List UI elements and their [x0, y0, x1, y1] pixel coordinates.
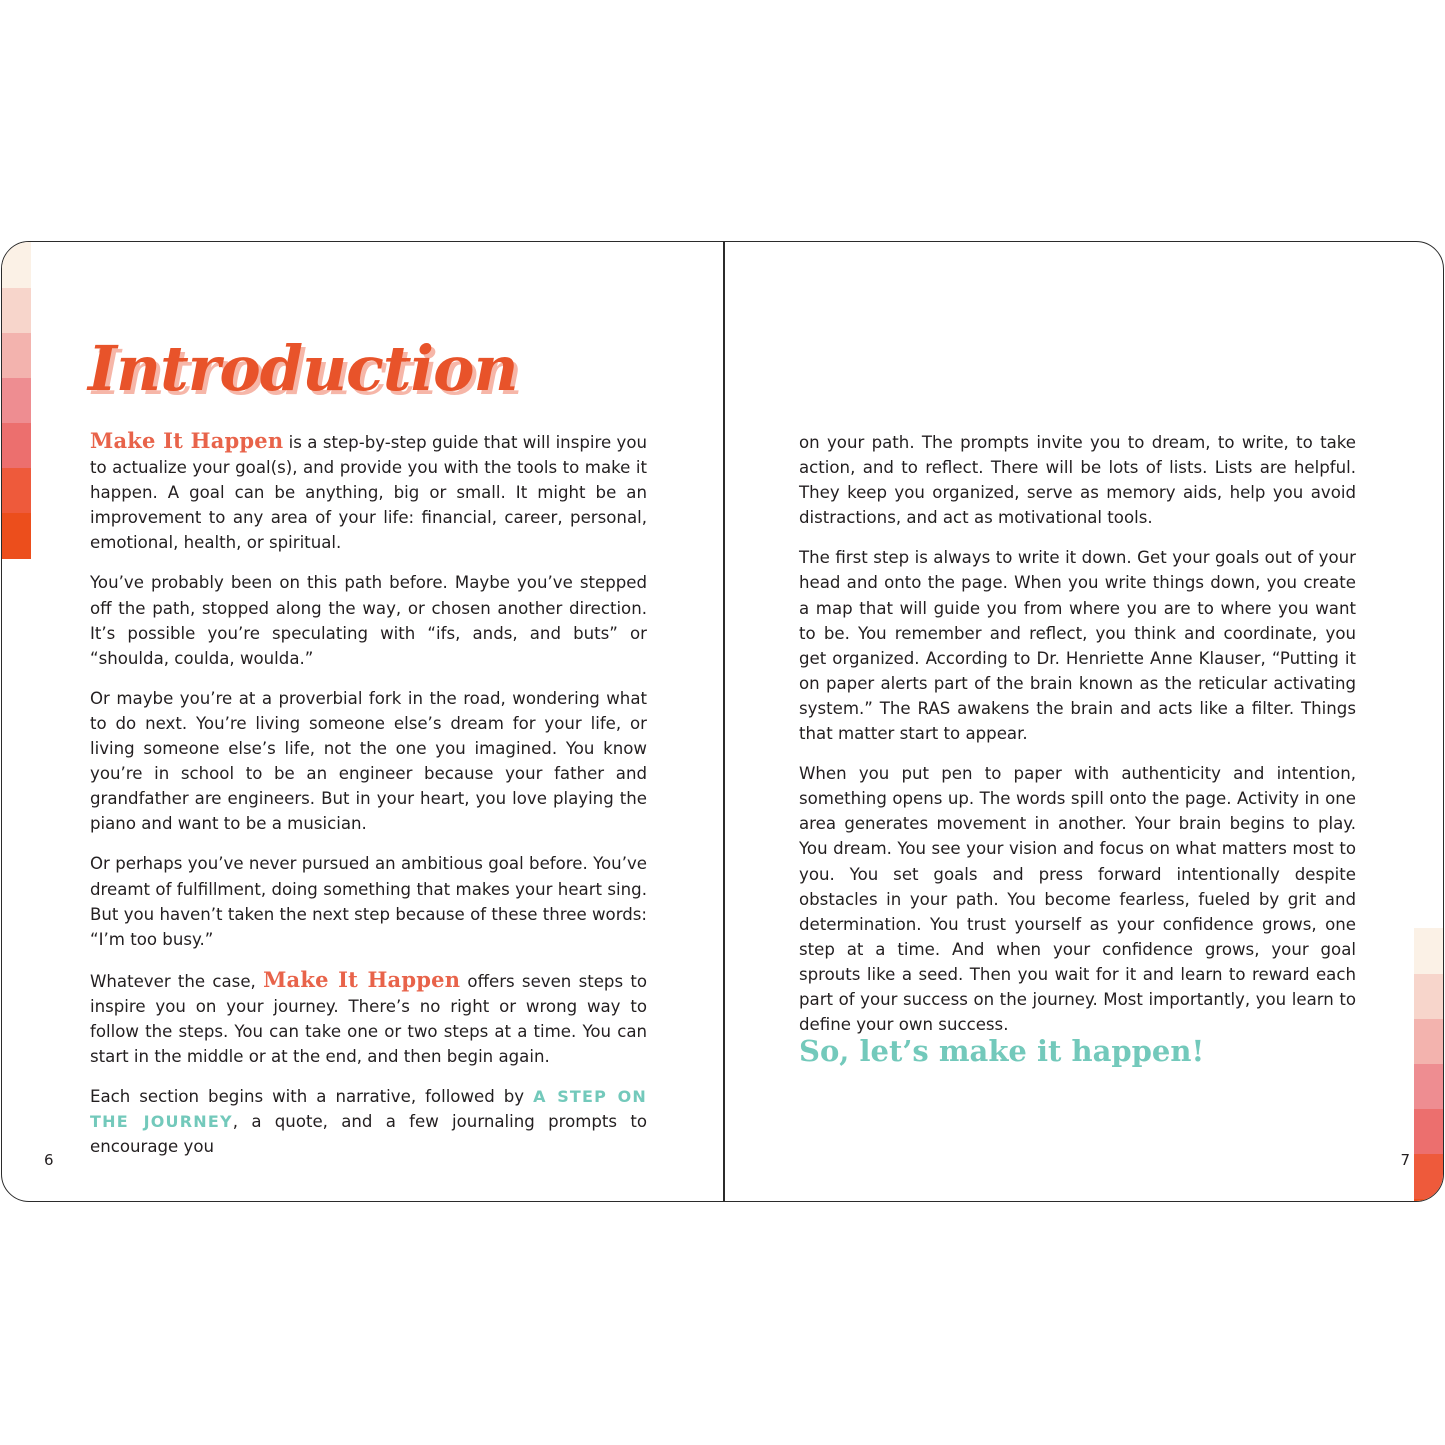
right-text-column [799, 430, 1356, 1052]
page-number-left: 6 [44, 1151, 54, 1169]
paragraph-2: You’ve probably been on this path before. Maybe you’ve stepped off the path, stopped along the way, or chosen another direction. It’s possible you’re speculating with “ifs, ands, and buts” or “shoulda, coulda, woulda.” [90, 573, 647, 668]
paragraph-1: on your path. The prompts invite you to dream, to write, to take action, and to reflect. There will be lots of lists. Lists are helpful. They keep you organized, serve as memory aids, help you avoid distractions, and act as motivational tools. [799, 433, 1356, 528]
page-number-right: 7 [1400, 1151, 1410, 1169]
paragraph-3: Or maybe you’re at a proverbial fork in the road, wondering what to do next. You’re living someone else’s dream for your life, or living someone else’s life, not the one you imagined. You know you’re in school to be an engineer because your father and grandfather are engineers. But in your heart, you love playing the piano and want to be a musician. [90, 688, 647, 834]
paragraph-1: Make It Happen is a step-by-step guide that will inspire you to actualize your goal(s), and provide you with the tools to make it happen. A goal can be anything, big or small. It might be an improvement to any area of your life: financial, career, personal, emotional, health, or spiritual. [90, 428, 647, 553]
brand-name: Make It Happen [263, 966, 461, 992]
closing-heading: So, let’s make it happen! [799, 1034, 1205, 1068]
paragraph-3: When you put pen to paper with authenticity and intention, something opens up. The words spill onto the page. Activity in one area generates movement in another. Your brain begins to play. You dream. You see your vision and focus on what matters most to you. You set goals and press forward intentionally despite obstacles in your path. You become fearless, fueled by grit and determination. You trust yourself as your confidence grows, one step at a time. And when your confidence grows, your goal sprouts like a seed. Then you wait for it and learn to reward each part of your success on the journey. Most importantly, you learn to define your own success. [799, 764, 1356, 1035]
brand-name: Make It Happen [90, 428, 284, 453]
page-title: Introduction [88, 332, 518, 405]
paragraph-2: The first step is always to write it down. Get your goals out of your head and onto the page. When you write things down, you create a map that will guide you from where you are to where you want to be. You remember and reflect, you think and coordinate, you get organized. According to Dr. Henriette Anne Klauser, “Putting it on paper alerts part of the brain known as the reticular activating system.” The RAS awakens the brain and acts like a filter. Things that matter start to appear. [799, 548, 1356, 744]
book-spread [1, 241, 1444, 1202]
right-page [724, 242, 1444, 1201]
paragraph-6: Each section begins with a narrative, followed by A STEP ON THE JOURNEY, a quote, and a few journaling prompts to encourage you [90, 1087, 647, 1157]
left-text-column [90, 428, 647, 1174]
left-page [2, 242, 723, 1201]
step-on-journey-label: A STEP ON THE JOURNEY [90, 1087, 647, 1132]
paragraph-4: Or perhaps you’ve never pursued an ambitious goal before. You’ve dreamt of fulfillment, doing something that makes your heart sing. But you haven’t taken the next step because of these three words: “I’m too busy.” [90, 854, 647, 949]
paragraph-5: Whatever the case, Make It Happen offers seven steps to inspire you on your journey. There’s no right or wrong way to follow the steps. You can take one or two steps at a time. You can start in the middle or at the end, and then begin again. [90, 966, 648, 1067]
